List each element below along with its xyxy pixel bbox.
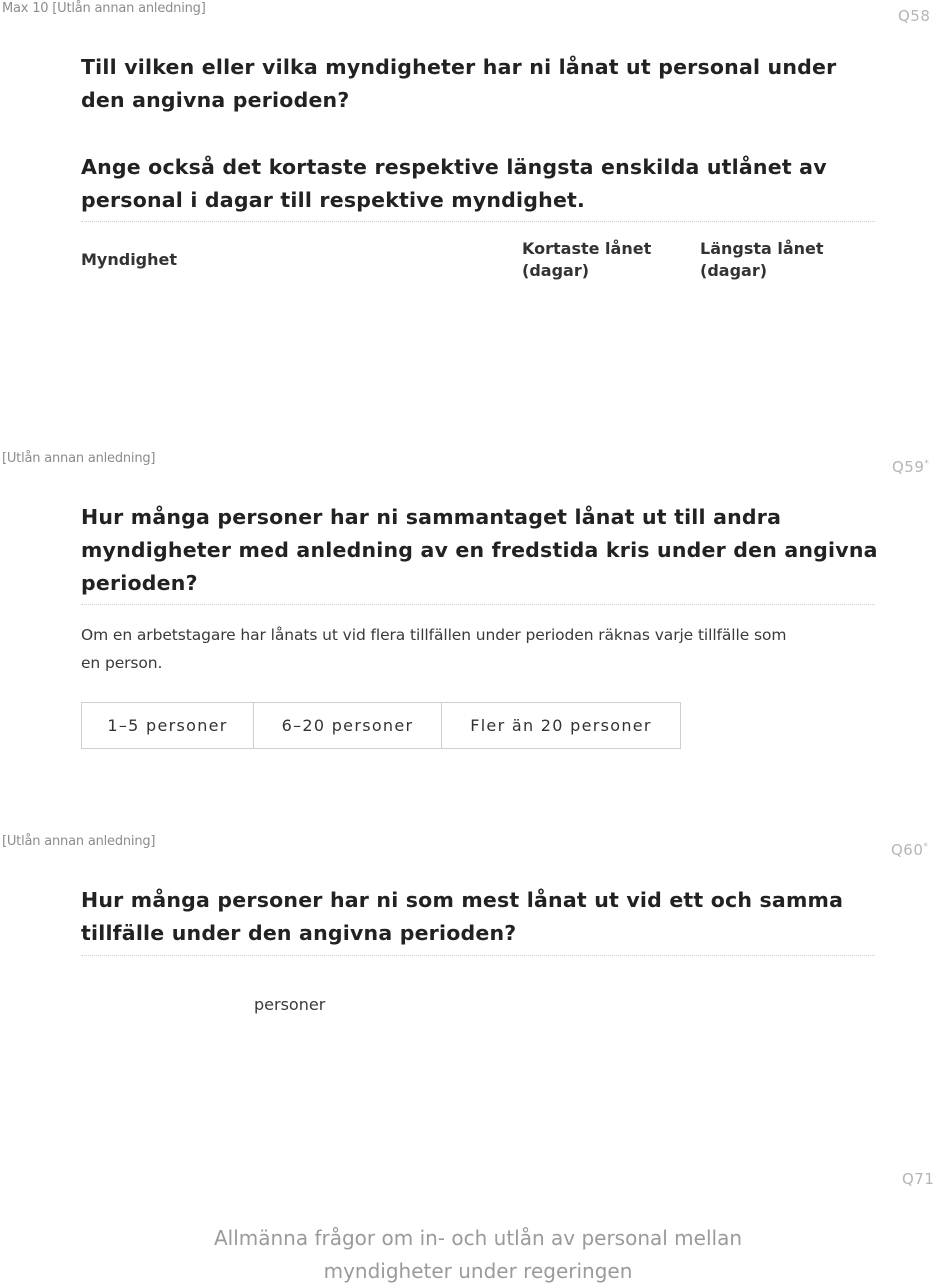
- q60-question: [81, 884, 881, 950]
- q58-question-2-line-1: Ange också det kortaste respektive längsta enskilda utlånet av: [81, 155, 827, 179]
- q59-tag: [Utlån annan anledning]: [2, 451, 156, 466]
- q59-required-mark: *: [924, 459, 930, 469]
- q59-question-line-3: perioden?: [81, 571, 198, 595]
- col-header-authority: Myndighet: [81, 250, 178, 269]
- q58-number: Q58: [898, 7, 931, 25]
- q59-question-line-2: myndigheter med anledning av en fredstida kris under den angivna: [81, 538, 878, 562]
- col-header-shortest: [522, 238, 651, 282]
- q59-number-text: Q59: [892, 458, 925, 476]
- q60-required-mark: *: [923, 842, 929, 852]
- q60-question-line-1: Hur många personer har ni som mest lånat ut vid ett och samma: [81, 888, 844, 912]
- q60-number: [891, 841, 928, 859]
- col-header-shortest-line-2: (dagar): [522, 261, 590, 280]
- option-fler-an-20-personer[interactable]: Fler än 20 personer: [470, 716, 652, 735]
- q60-unit-label: personer: [254, 995, 326, 1014]
- col-header-longest: [700, 238, 824, 282]
- q71-title-line-1: Allmänna frågor om in- och utlån av personal mellan: [213, 1226, 743, 1250]
- q60-question-line-2: tillfälle under den angivna perioden?: [81, 921, 517, 945]
- q58-tag: Max 10 [Utlån annan anledning]: [2, 1, 206, 16]
- option-1-5-personer[interactable]: 1–5 personer: [82, 703, 254, 748]
- option-6-20-personer[interactable]: 6–20 personer: [254, 703, 442, 748]
- q59-question-line-1: Hur många personer har ni sammantaget lånat ut till andra: [81, 505, 782, 529]
- q59-help-text: [81, 621, 881, 677]
- q71-number: Q71: [902, 1170, 935, 1188]
- q59-number: [892, 458, 929, 476]
- q58-question-2: [81, 151, 881, 217]
- col-header-shortest-line-1: Kortaste lånet: [522, 239, 652, 258]
- q60-tag: [Utlån annan anledning]: [2, 834, 156, 849]
- col-header-longest-line-1: Längsta lånet: [700, 239, 824, 258]
- q59-help-line-2: en person.: [81, 654, 163, 672]
- q60-divider: [81, 955, 875, 956]
- q71-section-title: [118, 1222, 838, 1288]
- q71-title-line-2: myndigheter under regeringen: [323, 1259, 633, 1283]
- q59-help-line-1: Om en arbetstagare har lånats ut vid flera tillfällen under perioden räknas varje tillfälle som: [81, 626, 787, 644]
- q58-question-line-2: den angivna perioden?: [81, 88, 350, 112]
- q58-question: [81, 51, 881, 117]
- q59-options: [81, 702, 681, 749]
- q60-number-text: Q60: [891, 841, 924, 859]
- q59-divider: [81, 604, 875, 605]
- col-header-longest-line-2: (dagar): [700, 261, 768, 280]
- q59-question: [81, 501, 881, 600]
- q58-divider: [81, 221, 875, 222]
- q58-question-line-1: Till vilken eller vilka myndigheter har ni lånat ut personal under: [81, 55, 837, 79]
- q58-question-2-line-2: personal i dagar till respektive myndighet.: [81, 188, 586, 212]
